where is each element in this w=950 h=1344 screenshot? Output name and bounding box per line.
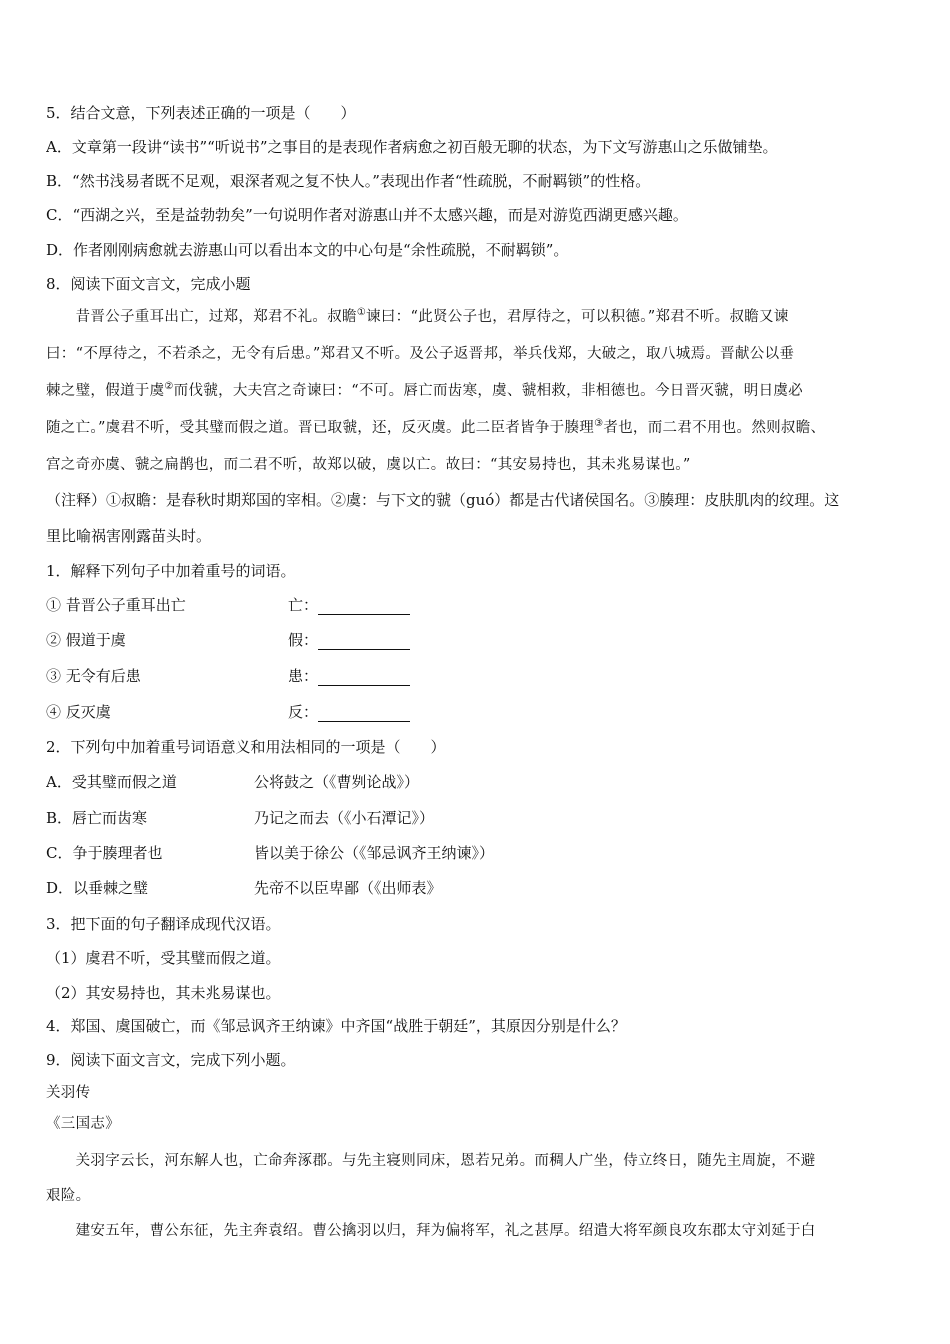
q5-option-a: A．文章第一段讲“读书”“听说书”之事目的是表现作者病愈之初百般无聊的状态，为下文写游惠山之乐做铺垫。 (46, 138, 778, 156)
q8-passage-line-3: 棘之璧，假道于虞②而伐虢，大夫宫之奇谏曰：“不可。唇亡而齿寒，虞、虢相救，非相德也。今日晋灭虢，明日虞必 (46, 381, 803, 399)
q8-passage-line-5: 宫之奇亦虞、虢之扁鹊也，而二君不听，故郑以破，虞以亡。故曰：“其安易持也，其未兆易谋也。” (46, 457, 691, 473)
q8-note-line-2: 里比喻祸害刚露苗头时。 (46, 527, 212, 545)
answer-blank-1[interactable] (318, 599, 410, 615)
footnote-mark-1: ① (356, 307, 367, 319)
q8-sub1-stem: 1．解释下列句子中加着重号的词语。 (46, 562, 296, 580)
q8-sub3-item-2: （2）其安易持也，其未兆易谋也。 (46, 984, 281, 1002)
q9-passage-line-2: 艰险。 (46, 1188, 91, 1204)
q8-note-line-1: （注释）①叔瞻：是春秋时期郑国的宰相。②虞：与下文的虢（guó）都是古代诸侯国名。③腠理：皮肤肌肉的纹理。这 (46, 491, 840, 509)
q8-sub1-item-2: ② 假道于虞 假： (46, 630, 912, 650)
q9-stem: 9．阅读下面文言文，完成下列小题。 (46, 1051, 296, 1069)
q8-sub2-option-a: A．受其璧而假之道 公将鼓之（《曹刿论战》） (46, 773, 420, 791)
footnote-mark-3: ③ (594, 418, 604, 430)
q9-passage-line-1: 关羽字云长，河东解人也，亡命奔涿郡。与先主寝则同床，恩若兄弟。而稠人广坐，侍立终日，随先主周旋，不避 (46, 1153, 816, 1169)
q8-sub2-stem: 2．下列句中加着重号词语意义和用法相同的一项是（ ） (46, 738, 446, 756)
q8-sub3-item-1: （1）虞君不听，受其璧而假之道。 (46, 949, 281, 967)
q8-sub2-option-b: B．唇亡而齿寒 乃记之而去（《小石潭记》） (46, 809, 435, 827)
answer-blank-4[interactable] (318, 706, 410, 722)
answer-blank-2[interactable] (318, 634, 410, 650)
q8-sub3-stem: 3．把下面的句子翻译成现代汉语。 (46, 915, 281, 933)
q8-sub2-option-c: C．争于腠理者也 皆以美于徐公（《邹忌讽齐王纳谏》） (46, 844, 495, 862)
q9-title: 关羽传 (46, 1085, 91, 1101)
q9-source: 《三国志》 (46, 1116, 120, 1132)
q8-sub1-item-3: ③ 无令有后患 患： (46, 666, 912, 686)
q5-stem: 5．结合文意，下列表述正确的一项是（ ） (46, 104, 356, 122)
footnote-mark-2: ② (164, 381, 174, 393)
q5-option-c: C．“西湖之兴，至是益勃勃矣”一句说明作者对游惠山并不太感兴趣，而是对游览西湖更感兴趣。 (46, 206, 688, 224)
answer-blank-3[interactable] (318, 670, 410, 686)
q8-sub2-option-d: D．以垂棘之璧 先帝不以臣卑鄙（《出师表》 (46, 879, 442, 897)
q8-passage-line-4: 随之亡。”虞君不听，受其璧而假之道。晋已取虢，还，反灭虞。此二臣者皆争于腠理③者也，而二君不用也。然则叔瞻、 (46, 418, 826, 436)
q8-sub1-item-1: ① 昔晋公子重耳出亡 亡： (46, 595, 912, 615)
q5-option-b: B．“然书浅易者既不足观，艰深者观之复不快人。”表现出作者“性疏脱，不耐羁锁”的性格。 (46, 172, 651, 190)
q8-passage-line-2: 曰：“不厚待之，不若杀之，无令有后患。”郑君又不听。及公子返晋邦，举兵伐郑，大破之，取八城焉。晋献公以垂 (46, 346, 795, 362)
q8-stem: 8．阅读下面文言文，完成小题 (46, 275, 251, 293)
q5-option-d: D．作者刚刚病愈就去游惠山可以看出本文的中心句是“余性疏脱，不耐羁锁”。 (46, 241, 569, 259)
q8-passage-line-1: 昔晋公子重耳出亡，过郑，郑君不礼。叔瞻①谏曰：“此贤公子也，君厚待之，可以积德。”郑君不听。叔瞻又谏 (46, 307, 789, 325)
q8-sub1-item-4: ④ 反灭虞 反： (46, 702, 912, 722)
q9-passage-line-3: 建安五年，曹公东征，先主奔袁绍。曹公擒羽以归，拜为偏将军，礼之甚厚。绍遣大将军颜良攻东郡太守刘延于白 (46, 1223, 816, 1239)
q8-sub4-stem: 4．郑国、虞国破亡，而《邹忌讽齐王纳谏》中齐国“战胜于朝廷”，其原因分别是什么？ (46, 1017, 626, 1035)
